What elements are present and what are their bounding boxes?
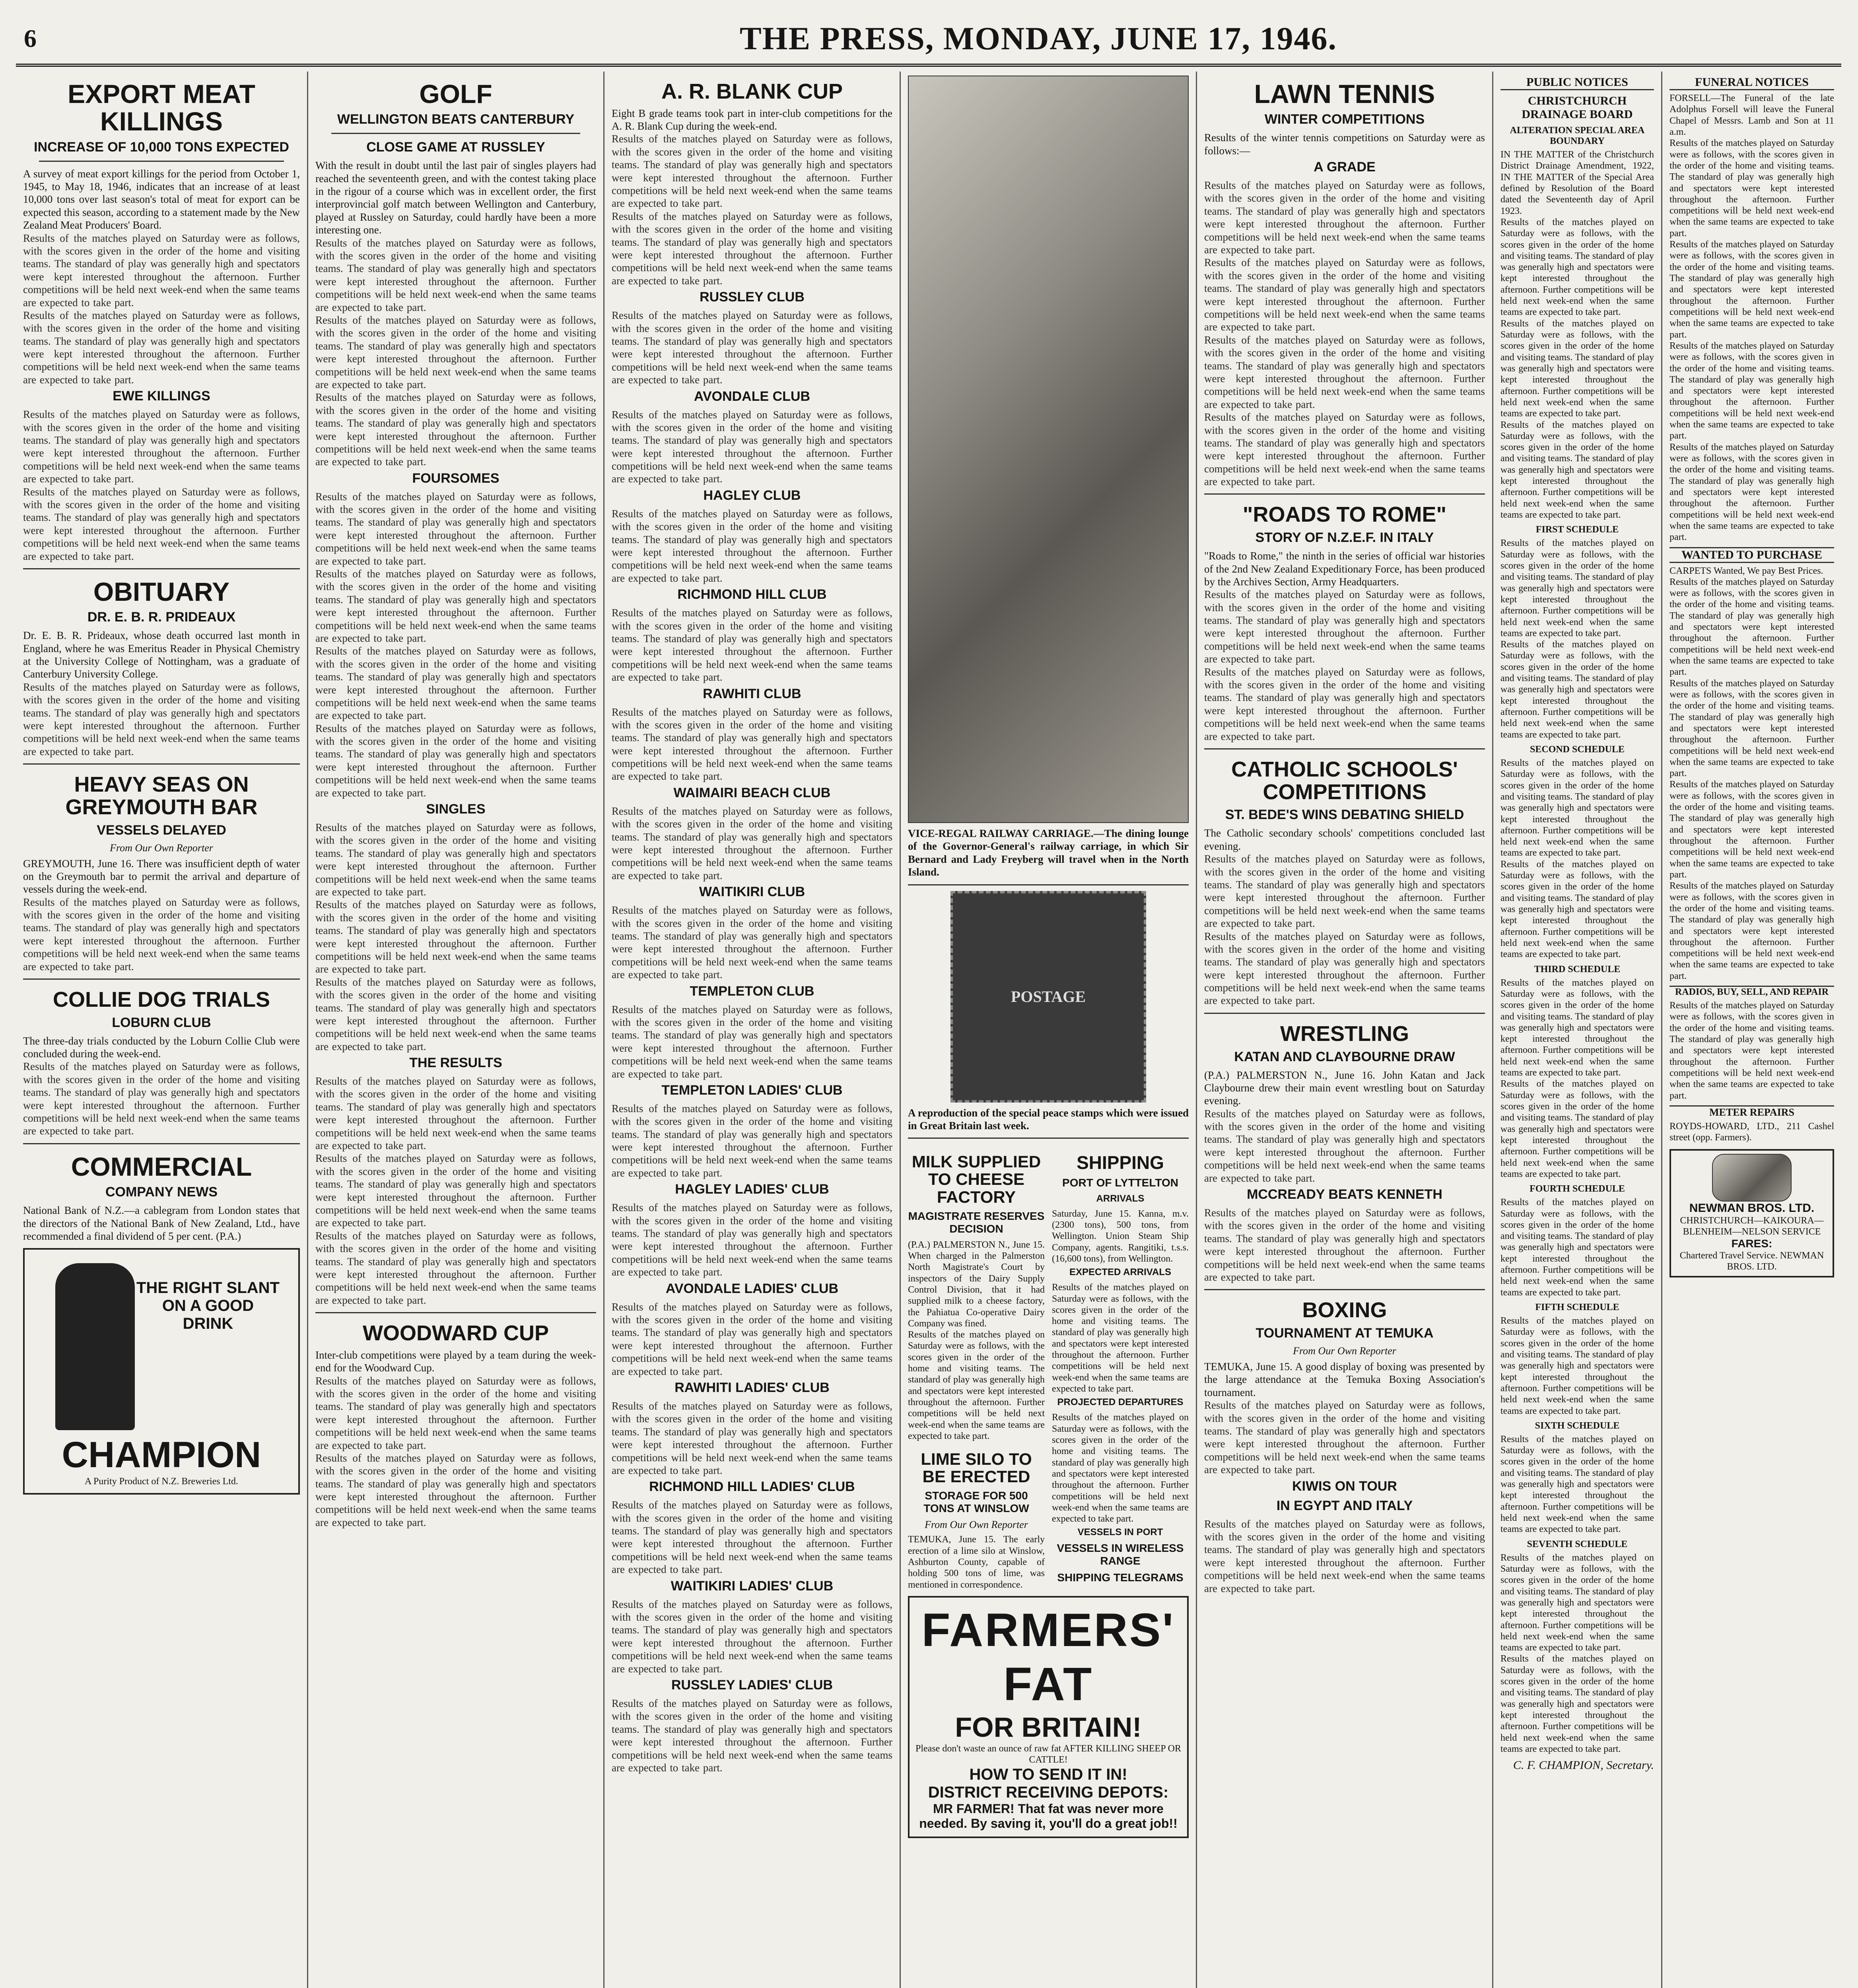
article-filler: Results of the matches played on Saturday were as follows, with the scores given in the order of the home and visiting teams. The standard of play was generally high and spectators were kept interested throughout the afternoon. Further competitions will be held next week-end when the same teams are expected to take part. <box>1204 334 1485 410</box>
article-filler: Results of the matches played on Saturday were as follows, with the scores given in the order of the home and visiting teams. The standard of play was generally high and spectators were kept interested throughout the afternoon. Further competitions will be held next week-end when the same teams are expected to take part. <box>315 490 596 567</box>
column-2 <box>308 72 604 1988</box>
headline-shipping-telegrams: SHIPPING TELEGRAMS <box>1057 1571 1184 1584</box>
article-filler: Results of the matches played on Saturday were as follows, with the scores given in the order of the home and visiting teams. The standard of play was generally high and spectators were kept interested throughout the afternoon. Further competitions will be held next week-end when the same teams are expected to take part. <box>612 133 892 210</box>
article-filler: Results of the matches played on Saturday were as follows, with the scores given in the order of the home and visiting teams. The standard of play was generally high and spectators were kept interested throughout the afternoon. Further competitions will be held next week-end when the same teams are expected to take part. <box>1204 1518 1485 1594</box>
notice-filler: Results of the matches played on Saturday were as follows, with the scores given in the order of the home and visiting teams. The standard of play was generally high and spectators were kept interested throughout the afternoon. Further competitions will be held next week-end when the same teams are expected to take part. <box>1500 859 1654 960</box>
article-filler: Results of the matches played on Saturday were as follows, with the scores given in the order of the home and visiting teams. The standard of play was generally high and spectators were kept interested throughout the afternoon. Further competitions will be held next week-end when the same teams are expected to take part. <box>1204 666 1485 742</box>
divider <box>23 1143 300 1144</box>
notice-filler: Results of the matches played on Saturday were as follows, with the scores given in the order of the home and visiting teams. The standard of play was generally high and spectators were kept interested throughout the afternoon. Further competitions will be held next week-end when the same teams are expected to take part. <box>1669 881 1834 981</box>
article-milk: (P.A.) PALMERSTON N., June 15. When charged in the Palmerston North Magistrate's Court by inspectors of the Dairy Supply Control Division, that it had supplied milk to a cheese factory, the Pahiatua Co-operative Dairy Company was fined. <box>908 1239 1045 1329</box>
newman-advertisement <box>1669 1149 1834 1277</box>
subhead-avondale-club: AVONDALE CLUB <box>694 388 810 404</box>
article-filler: Results of the matches played on Saturday were as follows, with the scores given in the order of the home and visiting teams. The standard of play was generally high and spectators were kept interested throughout the afternoon. Further competitions will be held next week-end when the same teams are expected to take part. <box>1204 1399 1485 1476</box>
headline-wrestling: WRESTLING <box>1280 1021 1409 1046</box>
ad-newman-sub: CHRISTCHURCH—KAIKOURA—BLENHEIM—NELSON SERVICE <box>1680 1215 1824 1237</box>
article-catholic-schools: The Catholic secondary schools' competitions concluded last evening. <box>1204 827 1485 852</box>
article-filler: Results of the matches played on Saturday were as follows, with the scores given in the order of the home and visiting teams. The standard of play was generally high and spectators were kept interested throughout the afternoon. Further competitions will be held next week-end when the same teams are expected to take part. <box>612 706 892 782</box>
subhead-hagley-ladies: HAGLEY LADIES' CLUB <box>675 1182 829 1197</box>
article-filler: Results of the matches played on Saturday were as follows, with the scores given in the order of the home and visiting teams. The standard of play was generally high and spectators were kept interested throughout the afternoon. Further competitions will be held next week-end when the same teams are expected to take part. <box>315 1152 596 1229</box>
article-filler: Results of the matches played on Saturday were as follows, with the scores given in the order of the home and visiting teams. The standard of play was generally high and spectators were kept interested throughout the afternoon. Further competitions will be held next week-end when the same teams are expected to take part. <box>1204 411 1485 488</box>
headline-public-notices: PUBLIC NOTICES <box>1500 76 1654 90</box>
article-golf: With the result in doubt until the last pair of singles players had reached the seventeenth green, and with the contest taking place in the rigour of a course which was in excellent order, the first interprovincial golf match between Wellington and Canterbury, played at Russley on Saturday, could hardly have been a more interesting one. <box>315 159 596 236</box>
ad-brand: CHAMPION <box>62 1435 261 1475</box>
article-filler: Results of the matches played on Saturday were as follows, with the scores given in the order of the home and visiting teams. The standard of play was generally high and spectators were kept interested throughout the afternoon. Further competitions will be held next week-end when the same teams are expected to take part. <box>315 1452 596 1528</box>
subhead-rawhiti-club: RAWHITI CLUB <box>703 686 801 701</box>
notice-meter: ROYDS-HOWARD, LTD., 211 Cashel street (opp. Farmers). <box>1669 1121 1834 1143</box>
article-filler: Results of the matches played on Saturday were as follows, with the scores given in the order of the home and visiting teams. The standard of play was generally high and spectators were kept interested throughout the afternoon. Further competitions will be held next week-end when the same teams are expected to take part. <box>908 1330 1045 1441</box>
ad-depots: DISTRICT RECEIVING DEPOTS: <box>928 1783 1169 1801</box>
divider <box>908 1138 1189 1139</box>
column-7 <box>1662 72 1841 1988</box>
article-filler: Results of the matches played on Saturday were as follows, with the scores given in the order of the home and visiting teams. The standard of play was generally high and spectators were kept interested throughout the afternoon. Further competitions will be held next week-end when the same teams are expected to take part. <box>612 507 892 584</box>
divider <box>1204 748 1485 749</box>
masthead <box>16 20 1841 67</box>
headline-obituary: OBITUARY <box>93 577 230 606</box>
byline: From Our Own Reporter <box>110 842 213 854</box>
column-4-lower <box>908 1144 1189 1590</box>
article-filler: Results of the matches played on Saturday were as follows, with the scores given in the order of the home and visiting teams. The standard of play was generally high and spectators were kept interested throughout the afternoon. Further competitions will be held next week-end when the same teams are expected to take part. <box>315 976 596 1052</box>
headline-shipping: SHIPPING <box>1077 1152 1164 1173</box>
subhead-kiwis-on-tour: KIWIS ON TOUR <box>1292 1478 1397 1494</box>
subhead-second-schedule: SECOND SCHEDULE <box>1530 744 1625 755</box>
subhead-close-game: CLOSE GAME AT RUSSLEY <box>366 140 545 155</box>
photo-caption: VICE-REGAL RAILWAY CARRIAGE.—The dining lounge of the Governor-General's railway carriage, in which Sir Bernard and Lady Freyberg will travel when in the North Island. <box>908 827 1189 878</box>
article-wrestling: (P.A.) PALMERSTON N., June 16. John Katan and Jack Claybourne drew their main event wrestling bout on Saturday evening. <box>1204 1069 1485 1107</box>
headline-catholic-schools: CATHOLIC SCHOOLS' COMPETITIONS <box>1231 757 1458 804</box>
article-filler: Results of the matches played on Saturday were as follows, with the scores given in the order of the home and visiting teams. The standard of play was generally high and spectators were kept interested throughout the afternoon. Further competitions will be held next week-end when the same teams are expected to take part. <box>612 1003 892 1080</box>
notice-filler: Results of the matches played on Saturday were as follows, with the scores given in the order of the home and visiting teams. The standard of play was generally high and spectators were kept interested throughout the afternoon. Further competitions will be held next week-end when the same teams are expected to take part. <box>1500 217 1654 318</box>
ad-headline: FARMERS' FAT <box>921 1604 1175 1710</box>
subhead-st-bedes: ST. BEDE'S WINS DEBATING SHIELD <box>1225 807 1464 823</box>
subhead-fifth-schedule: FIFTH SCHEDULE <box>1535 1302 1619 1312</box>
notice-filler: Results of the matches played on Saturday were as follows, with the scores given in the order of the home and visiting teams. The standard of play was generally high and spectators were kept interested throughout the afternoon. Further competitions will be held next week-end when the same teams are expected to take part. <box>1500 639 1654 740</box>
notice-funeral: FORSELL—The Funeral of the late Adolphus Forsell will leave the Funeral Chapel of Messrs. Lamb and Son at 11 a.m. <box>1669 93 1834 137</box>
ad-fares: FARES: <box>1731 1237 1772 1250</box>
subhead-katan-claybourne: KATAN AND CLAYBOURNE DRAW <box>1234 1049 1455 1064</box>
notice-filler: Results of the matches played on Saturday were as follows, with the scores given in the order of the home and visiting teams. The standard of play was generally high and spectators were kept interested throughout the afternoon. Further competitions will be held next week-end when the same teams are expected to take part. <box>1500 419 1654 520</box>
article-filler: Results of the matches played on Saturday were as follows, with the scores given in the order of the home and visiting teams. The standard of play was generally high and spectators were kept interested throughout the afternoon. Further competitions will be held next week-end when the same teams are expected to take part. <box>23 408 300 485</box>
article-heavy-seas: GREYMOUTH, June 16. There was insufficient depth of water on the Greymouth bar to permit the arrival and departure of vessels during the week-end. <box>23 857 300 895</box>
headline-boxing: BOXING <box>1302 1298 1387 1322</box>
subhead-rawhiti-ladies: RAWHITI LADIES' CLUB <box>674 1380 830 1395</box>
headline-collie-dog-trials: COLLIE DOG TRIALS <box>53 988 270 1012</box>
ad-tag: A Purity Product of N.Z. Breweries Ltd. <box>85 1476 238 1487</box>
article-filler: Results of the matches played on Saturday were as follows, with the scores given in the order of the home and visiting teams. The standard of play was generally high and spectators were kept interested throughout the afternoon. Further competitions will be held next week-end when the same teams are expected to take part. <box>315 237 596 313</box>
subhead-foursomes: FOURSOMES <box>412 470 499 486</box>
headline-roads-to-rome: "ROADS TO ROME" <box>1242 503 1447 527</box>
subhead-departures: PROJECTED DEPARTURES <box>1057 1397 1184 1408</box>
ad-how-to: HOW TO SEND IT IN! <box>969 1765 1127 1783</box>
article-filler: Results of the matches played on Saturday were as follows, with the scores given in the order of the home and visiting teams. The standard of play was generally high and spectators were kept interested throughout the afternoon. Further competitions will be held next week-end when the same teams are expected to take part. <box>1204 930 1485 1007</box>
byline: From Our Own Reporter <box>925 1519 1028 1531</box>
notice-filler: Results of the matches played on Saturday were as follows, with the scores given in the order of the home and visiting teams. The standard of play was generally high and spectators were kept interested throughout the afternoon. Further competitions will be held next week-end when the same teams are expected to take part. <box>1500 538 1654 639</box>
subhead-first-schedule: FIRST SCHEDULE <box>1535 524 1619 535</box>
headline-funeral-notices: FUNERAL NOTICES <box>1669 76 1834 90</box>
notice-signature: C. F. CHAMPION, Secretary. <box>1513 1759 1654 1772</box>
article-filler: Results of the matches played on Saturday were as follows, with the scores given in the order of the home and visiting teams. The standard of play was generally high and spectators were kept interested throughout the afternoon. Further competitions will be held next week-end when the same teams are expected to take part. <box>1204 179 1485 256</box>
notice-filler: Results of the matches played on Saturday were as follows, with the scores given in the order of the home and visiting teams. The standard of play was generally high and spectators were kept interested throughout the afternoon. Further competitions will be held next week-end when the same teams are expected to take part. <box>1669 239 1834 340</box>
subhead-mccready: MCCREADY BEATS KENNETH <box>1247 1187 1442 1202</box>
article-company-news: National Bank of N.Z.—a cablegram from London states that the directors of the National Bank of New Zealand, Ltd., have recommended a final dividend of 5 per cent. (P.A.) <box>23 1204 300 1242</box>
peace-stamp-image: POSTAGE <box>950 891 1146 1103</box>
notice-filler: Results of the matches played on Saturday were as follows, with the scores given in the order of the home and visiting teams. The standard of play was generally high and spectators were kept interested throughout the afternoon. Further competitions will be held next week-end when the same teams are expected to take part. <box>1500 977 1654 1078</box>
subhead-arrivals: ARRIVALS <box>1096 1193 1145 1204</box>
divider <box>315 1312 596 1313</box>
headline-commercial: COMMERCIAL <box>71 1151 252 1181</box>
ad-subheadline: FOR BRITAIN! <box>955 1712 1142 1743</box>
article-filler: Results of the matches played on Saturday were as follows, with the scores given in the order of the home and visiting teams. The standard of play was generally high and spectators were kept interested throughout the afternoon. Further competitions will be held next week-end when the same teams are expected to take part. <box>1204 853 1485 930</box>
notice-drainage: IN THE MATTER of the Christchurch District Drainage Amendment, 1922, IN THE MATTER of the Special Area defined by Resolution of the Board dated the Seventeenth day of April 1923. <box>1500 149 1654 216</box>
article-filler: Results of the matches played on Saturday were as follows, with the scores given in the order of the home and visiting teams. The standard of play was generally high and spectators were kept interested throughout the afternoon. Further competitions will be held next week-end when the same teams are expected to take part. <box>612 309 892 386</box>
subhead-port-lyttelton: PORT OF LYTTELTON <box>1062 1176 1178 1189</box>
subhead-russley-club: RUSSLEY CLUB <box>700 289 805 305</box>
article-filler: Results of the matches played on Saturday were as follows, with the scores given in the order of the home and visiting teams. The standard of play was generally high and spectators were kept interested throughout the afternoon. Further competitions will be held next week-end when the same teams are expected to take part. <box>1204 256 1485 333</box>
headline-wanted: WANTED TO PURCHASE <box>1669 547 1834 563</box>
subhead-richmond-club: RICHMOND HILL CLUB <box>677 587 827 602</box>
article-filler: Results of the matches played on Saturday were as follows, with the scores given in the order of the home and visiting teams. The standard of play was generally high and spectators were kept interested throughout the afternoon. Further competitions will be held next week-end when the same teams are expected to take part. <box>612 1400 892 1476</box>
subhead-ewe-killings: EWE KILLINGS <box>113 388 210 404</box>
article-filler: Results of the matches played on Saturday were as follows, with the scores given in the order of the home and visiting teams. The standard of play was generally high and spectators were kept interested throughout the afternoon. Further competitions will be held next week-end when the same teams are expected to take part. <box>315 899 596 975</box>
notice-filler: Results of the matches played on Saturday were as follows, with the scores given in the order of the home and visiting teams. The standard of play was generally high and spectators were kept interested throughout the afternoon. Further competitions will be held next week-end when the same teams are expected to take part. <box>1500 1079 1654 1179</box>
column-1 <box>16 72 308 1988</box>
column-6 <box>1493 72 1662 1988</box>
notice-filler: Results of the matches played on Saturday were as follows, with the scores given in the order of the home and visiting teams. The standard of play was generally high and spectators were kept interested throughout the afternoon. Further competitions will be held next week-end when the same teams are expected to take part. <box>1500 1434 1654 1535</box>
article-filler: Results of the matches played on Saturday were as follows, with the scores given in the order of the home and visiting teams. The standard of play was generally high and spectators were kept interested throughout the afternoon. Further competitions will be held next week-end when the same teams are expected to take part. <box>315 568 596 644</box>
subhead-russley-ladies: RUSSLEY LADIES' CLUB <box>671 1677 833 1693</box>
article-filler: Results of the matches played on Saturday were as follows, with the scores given in the order of the home and visiting teams. The standard of play was generally high and spectators were kept interested throughout the afternoon. Further competitions will be held next week-end when the same teams are expected to take part. <box>315 1375 596 1451</box>
article-filler: Results of the matches played on Saturday were as follows, with the scores given in the order of the home and visiting teams. The standard of play was generally high and spectators were kept interested throughout the afternoon. Further competitions will be held next week-end when the same teams are expected to take part. <box>23 681 300 757</box>
subhead-wellington-beats: WELLINGTON BEATS CANTERBURY <box>337 112 575 127</box>
headline-woodward-cup: WOODWARD CUP <box>363 1321 549 1345</box>
article-filler: Results of the matches played on Saturday were as follows, with the scores given in the order of the home and visiting teams. The standard of play was generally high and spectators were kept interested throughout the afternoon. Further competitions will be held next week-end when the same teams are expected to take part. <box>612 1697 892 1774</box>
article-filler: Results of the matches played on Saturday were as follows, with the scores given in the order of the home and visiting teams. The standard of play was generally high and spectators were kept interested throughout the afternoon. Further competitions will be held next week-end when the same teams are expected to take part. <box>612 210 892 287</box>
notice-filler: Results of the matches played on Saturday were as follows, with the scores given in the order of the home and visiting teams. The standard of play was generally high and spectators were kept interested throughout the afternoon. Further competitions will be held next week-end when the same teams are expected to take part. <box>1500 1654 1654 1754</box>
article-filler: Results of the matches played on Saturday were as follows, with the scores given in the order of the home and visiting teams. The standard of play was generally high and spectators were kept interested throughout the afternoon. Further competitions will be held next week-end when the same teams are expected to take part. <box>612 607 892 683</box>
article-filler: Results of the matches played on Saturday were as follows, with the scores given in the order of the home and visiting teams. The standard of play was generally high and spectators were kept interested throughout the afternoon. Further competitions will be held next week-end when the same teams are expected to take part. <box>315 645 596 722</box>
article-filler: Results of the matches played on Saturday were as follows, with the scores given in the order of the home and visiting teams. The standard of play was generally high and spectators were kept interested throughout the afternoon. Further competitions will be held next week-end when the same teams are expected to take part. <box>1052 1282 1189 1394</box>
headline-milk: MILK SUPPLIED TO CHEESE FACTORY <box>912 1152 1041 1206</box>
article-filler: Results of the matches played on Saturday were as follows, with the scores given in the order of the home and visiting teams. The standard of play was generally high and spectators were kept interested throughout the afternoon. Further competitions will be held next week-end when the same teams are expected to take part. <box>315 314 596 390</box>
article-filler: Results of the matches played on Saturday were as follows, with the scores given in the order of the home and visiting teams. The standard of play was generally high and spectators were kept interested throughout the afternoon. Further competitions will be held next week-end when the same teams are expected to take part. <box>315 722 596 799</box>
divider <box>39 161 284 162</box>
newspaper-title: THE PRESS, MONDAY, JUNE 17, 1946. <box>740 20 1337 56</box>
subhead-waimairi-club: WAIMAIRI BEACH CLUB <box>673 785 831 800</box>
article-filler: Results of the matches played on Saturday were as follows, with the scores given in the order of the home and visiting teams. The standard of play was generally high and spectators were kept interested throughout the afternoon. Further competitions will be held next week-end when the same teams are expected to take part. <box>1052 1412 1189 1524</box>
article-filler: Results of the matches played on Saturday were as follows, with the scores given in the order of the home and visiting teams. The standard of play was generally high and spectators were kept interested throughout the afternoon. Further competitions will be held next week-end when the same teams are expected to take part. <box>612 1499 892 1576</box>
article-filler: Results of the matches played on Saturday were as follows, with the scores given in the order of the home and visiting teams. The standard of play was generally high and spectators were kept interested throughout the afternoon. Further competitions will be held next week-end when the same teams are expected to take part. <box>612 408 892 485</box>
column-4-right <box>1052 1144 1189 1590</box>
article-arrivals: Saturday, June 15. Kanna, m.v. (2300 tons), 500 tons, from Wellington. Union Steam Ship Company, agents. Rangitiki, t.s.s. (16,600 tons), from Wellington. <box>1052 1208 1189 1264</box>
subhead-fourth-schedule: FOURTH SCHEDULE <box>1530 1184 1625 1194</box>
notice-filler: Results of the matches played on Saturday were as follows, with the scores given in the order of the home and visiting teams. The standard of play was generally high and spectators were kept interested throughout the afternoon. Further competitions will be held next week-end when the same teams are expected to take part. <box>1500 318 1654 419</box>
article-filler: Results of the matches played on Saturday were as follows, with the scores given in the order of the home and visiting teams. The standard of play was generally high and spectators were kept interested throughout the afternoon. Further competitions will be held next week-end when the same teams are expected to take part. <box>1204 1107 1485 1184</box>
article-filler: Results of the matches played on Saturday were as follows, with the scores given in the order of the home and visiting teams. The standard of play was generally high and spectators were kept interested throughout the afternoon. Further competitions will be held next week-end when the same teams are expected to take part. <box>23 309 300 386</box>
article-roads-to-rome: "Roads to Rome," the ninth in the series of official war histories of the 2nd New Zealand Expeditionary Force, has been produced by the Archives Section, Army Headquarters. <box>1204 550 1485 588</box>
article-filler: Results of the matches played on Saturday were as follows, with the scores given in the order of the home and visiting teams. The standard of play was generally high and spectators were kept interested throughout the afternoon. Further competitions will be held next week-end when the same teams are expected to take part. <box>1204 1207 1485 1283</box>
article-filler: Results of the matches played on Saturday were as follows, with the scores given in the order of the home and visiting teams. The standard of play was generally high and spectators were kept interested throughout the afternoon. Further competitions will be held next week-end when the same teams are expected to take part. <box>612 805 892 881</box>
notice-filler: Results of the matches played on Saturday were as follows, with the scores given in the order of the home and visiting teams. The standard of play was generally high and spectators were kept interested throughout the afternoon. Further competitions will be held next week-end when the same teams are expected to take part. <box>1669 340 1834 441</box>
divider <box>23 763 300 765</box>
bottle-icon <box>55 1263 135 1430</box>
article-filler: Results of the matches played on Saturday were as follows, with the scores given in the order of the home and visiting teams. The standard of play was generally high and spectators were kept interested throughout the afternoon. Further competitions will be held next week-end when the same teams are expected to take part. <box>23 485 300 562</box>
notice-filler: Results of the matches played on Saturday were as follows, with the scores given in the order of the home and visiting teams. The standard of play was generally high and spectators were kept interested throughout the afternoon. Further competitions will be held next week-end when the same teams are expected to take part. <box>1669 577 1834 678</box>
article-obituary: Dr. E. B. R. Prideaux, whose death occurred last month in England, where he was Emeritus Reader in Physical Chemistry at the University College of Nottingham, was a graduate of Canterbury University College. <box>23 629 300 680</box>
subhead-temuka: TOURNAMENT AT TEMUKA <box>1256 1326 1434 1341</box>
notice-filler: Results of the matches played on Saturday were as follows, with the scores given in the order of the home and visiting teams. The standard of play was generally high and spectators were kept interested throughout the afternoon. Further competitions will be held next week-end when the same teams are expected to take part. <box>1669 779 1834 880</box>
article-filler: Results of the matches played on Saturday were as follows, with the scores given in the order of the home and visiting teams. The standard of play was generally high and spectators were kept interested throughout the afternoon. Further competitions will be held next week-end when the same teams are expected to take part. <box>612 1102 892 1179</box>
subhead-company-news: COMPANY NEWS <box>105 1184 218 1200</box>
article-collie-trials: The three-day trials conducted by the Loburn Collie Club were concluded during the week-end. <box>23 1035 300 1060</box>
subhead-storage: STORAGE FOR 500 TONS AT WINSLOW <box>923 1489 1029 1515</box>
divider <box>23 978 300 980</box>
subhead-egypt-italy: IN EGYPT AND ITALY <box>1276 1498 1413 1513</box>
article-filler: Results of the matches played on Saturday were as follows, with the scores given in the order of the home and visiting teams. The standard of play was generally high and spectators were kept interested throughout the afternoon. Further competitions will be held next week-end when the same teams are expected to take part. <box>612 1202 892 1278</box>
subhead-waitikiri-club: WAITIKIRI CLUB <box>699 884 805 900</box>
column-5 <box>1197 72 1493 1988</box>
divider <box>1204 1013 1485 1014</box>
subhead-templeton-ladies: TEMPLETON LADIES' CLUB <box>661 1082 843 1098</box>
article-tennis: Results of the winter tennis competitions on Saturday were as follows:— <box>1204 132 1485 157</box>
article-filler: Results of the matches played on Saturday were as follows, with the scores given in the order of the home and visiting teams. The standard of play was generally high and spectators were kept interested throughout the afternoon. Further competitions will be held next week-end when the same teams are expected to take part. <box>612 904 892 981</box>
notice-filler: Results of the matches played on Saturday were as follows, with the scores given in the order of the home and visiting teams. The standard of play was generally high and spectators were kept interested throughout the afternoon. Further competitions will be held next week-end when the same teams are expected to take part. <box>1500 1197 1654 1298</box>
headline-blank-cup: A. R. BLANK CUP <box>661 80 843 103</box>
subhead-waitikiri-ladies: WAITIKIRI LADIES' CLUB <box>671 1578 834 1594</box>
subhead-seventh-schedule: SEVENTH SCHEDULE <box>1527 1539 1628 1549</box>
railway-carriage-photo <box>908 76 1189 823</box>
subhead-singles: SINGLES <box>426 802 486 817</box>
article-export-meat: A survey of meat export killings for the period from October 1, 1945, to May 18, 1946, indicates that an increase of at least 10,000 tons over last season's total of meat for export can be expected this season, according to a statement made by the New Zealand Meat Producers' Board. <box>23 167 300 231</box>
byline: From Our Own Reporter <box>1293 1345 1396 1357</box>
subhead-magistrate: MAGISTRATE RESERVES DECISION <box>908 1209 1045 1235</box>
ad-slogan: THE RIGHT SLANT ON A GOOD DRINK <box>136 1279 280 1333</box>
article-filler: Results of the matches played on Saturday were as follows, with the scores given in the order of the home and visiting teams. The standard of play was generally high and spectators were kept interested throughout the afternoon. Further competitions will be held next week-end when the same teams are expected to take part. <box>315 821 596 898</box>
bus-icon <box>1712 1154 1792 1202</box>
subhead-results: THE RESULTS <box>409 1055 502 1071</box>
subhead-sixth-schedule: SIXTH SCHEDULE <box>1535 1420 1620 1431</box>
divider <box>23 568 300 569</box>
article-filler: Results of the matches played on Saturday were as follows, with the scores given in the order of the home and visiting teams. The standard of play was generally high and spectators were kept interested throughout the afternoon. Further competitions will be held next week-end when the same teams are expected to take part. <box>23 1060 300 1137</box>
subhead-nzef-italy: STORY OF N.Z.E.F. IN ITALY <box>1255 530 1434 546</box>
article-filler: Results of the matches played on Saturday were as follows, with the scores given in the order of the home and visiting teams. The standard of play was generally high and spectators were kept interested throughout the afternoon. Further competitions will be held next week-end when the same teams are expected to take part. <box>612 1301 892 1377</box>
notice-filler: Results of the matches played on Saturday were as follows, with the scores given in the order of the home and visiting teams. The standard of play was generally high and spectators were kept interested throughout the afternoon. Further competitions will be held next week-end when the same teams are expected to take part. <box>1669 678 1834 779</box>
page-number: 6 <box>24 24 37 52</box>
ad-newman-head: NEWMAN BROS. LTD. <box>1689 1201 1815 1215</box>
divider <box>1204 1289 1485 1290</box>
headline-lime-silo: LIME SILO TO BE ERECTED <box>921 1450 1032 1486</box>
headline-heavy-seas: HEAVY SEAS ON GREYMOUTH BAR <box>65 773 258 819</box>
article-filler: Results of the matches played on Saturday were as follows, with the scores given in the order of the home and visiting teams. The standard of play was generally high and spectators were kept interested throughout the afternoon. Further competitions will be held next week-end when the same teams are expected to take part. <box>1204 588 1485 665</box>
subhead-obituary: DR. E. B. R. PRIDEAUX <box>87 610 236 625</box>
headline-export-meat: EXPORT MEAT KILLINGS <box>68 79 255 136</box>
article-woodward-cup: Inter-club competitions were played by a team during the week-end for the Woodward Cup. <box>315 1349 596 1374</box>
article-filler: Results of the matches played on Saturday were as follows, with the scores given in the order of the home and visiting teams. The standard of play was generally high and spectators were kept interested throughout the afternoon. Further competitions will be held next week-end when the same teams are expected to take part. <box>315 1075 596 1152</box>
notice-filler: Results of the matches played on Saturday were as follows, with the scores given in the order of the home and visiting teams. The standard of play was generally high and spectators were kept interested throughout the afternoon. Further competitions will be held next week-end when the same teams are expected to take part. <box>1500 757 1654 858</box>
subhead-richmond-ladies: RICHMOND HILL LADIES' CLUB <box>649 1479 855 1495</box>
subhead-vessels-delayed: VESSELS DELAYED <box>97 822 226 838</box>
notice-filler: Results of the matches played on Saturday were as follows, with the scores given in the order of the home and visiting teams. The standard of play was generally high and spectators were kept interested throughout the afternoon. Further competitions will be held next week-end when the same teams are expected to take part. <box>1500 1552 1654 1653</box>
article-filler: Results of the matches played on Saturday were as follows, with the scores given in the order of the home and visiting teams. The standard of play was generally high and spectators were kept interested throughout the afternoon. Further competitions will be held next week-end when the same teams are expected to take part. <box>23 232 300 309</box>
champion-advertisement <box>23 1248 300 1494</box>
subhead-special-area: ALTERATION SPECIAL AREA BOUNDARY <box>1510 125 1645 146</box>
notice-filler: Results of the matches played on Saturday were as follows, with the scores given in the order of the home and visiting teams. The standard of play was generally high and spectators were kept interested throughout the afternoon. Further competitions will be held next week-end when the same teams are expected to take part. <box>1500 1316 1654 1416</box>
headline-drainage-board: CHRISTCHURCH DRAINAGE BOARD <box>1522 94 1633 121</box>
subhead-hagley-club: HAGLEY CLUB <box>703 487 801 503</box>
headline-meter-repairs: METER REPAIRS <box>1669 1105 1834 1118</box>
notice-wanted: CARPETS Wanted, We pay Best Prices. <box>1669 565 1823 576</box>
subhead-templeton-club: TEMPLETON CLUB <box>690 983 814 999</box>
divider <box>331 133 580 134</box>
divider <box>1204 493 1485 495</box>
headline-radios: RADIOS, BUY, SELL, AND REPAIR <box>1669 986 1834 998</box>
headline-wireless-range: VESSELS IN WIRELESS RANGE <box>1057 1542 1184 1567</box>
ad-footer: MR FARMER! That fat was never more needed. By saving it, you'll do a great job!! <box>919 1801 1178 1831</box>
article-filler: Results of the matches played on Saturday were as follows, with the scores given in the order of the home and visiting teams. The standard of play was generally high and spectators were kept interested throughout the afternoon. Further competitions will be held next week-end when the same teams are expected to take part. <box>612 1598 892 1675</box>
subhead-winter-competitions: WINTER COMPETITIONS <box>1264 112 1425 127</box>
article-lime-silo: TEMUKA, June 15. The early erection of a lime silo at Winslow, Ashburton County, capable of holding 500 tons of lime, was mentioned in correspondence. <box>908 1534 1045 1590</box>
article-filler: Results of the matches played on Saturday were as follows, with the scores given in the order of the home and visiting teams. The standard of play was generally high and spectators were kept interested throughout the afternoon. Further competitions will be held next week-end when the same teams are expected to take part. <box>315 1229 596 1306</box>
subhead-export-meat: INCREASE OF 10,000 TONS EXPECTED <box>34 139 289 155</box>
subhead-expected-arrivals: EXPECTED ARRIVALS <box>1069 1267 1172 1278</box>
column-4-left <box>908 1144 1045 1590</box>
stamp-caption: A reproduction of the special peace stamps which were issued in Great Britain last week. <box>908 1107 1189 1132</box>
notice-filler: Results of the matches played on Saturday were as follows, with the scores given in the order of the home and visiting teams. The standard of play was generally high and spectators were kept interested throughout the afternoon. Further competitions will be held next week-end when the same teams are expected to take part. <box>1669 442 1834 543</box>
subhead-a-grade: A GRADE <box>1314 159 1376 175</box>
headline-lawn-tennis: LAWN TENNIS <box>1254 79 1435 109</box>
column-4 <box>901 72 1197 1988</box>
ad-body: Please don't waste an ounce of raw fat AFTER KILLING SHEEP OR CATTLE! <box>915 1743 1181 1765</box>
article-filler: Results of the matches played on Saturday were as follows, with the scores given in the order of the home and visiting teams. The standard of play was generally high and spectators were kept interested throughout the afternoon. Further competitions will be held next week-end when the same teams are expected to take part. <box>315 391 596 468</box>
notice-filler: Results of the matches played on Saturday were as follows, with the scores given in the order of the home and visiting teams. The standard of play was generally high and spectators were kept interested throughout the afternoon. Further competitions will be held next week-end when the same teams are expected to take part. <box>1669 1000 1834 1101</box>
subhead-vessels-in-port: VESSELS IN PORT <box>1077 1527 1163 1538</box>
article-filler: Results of the matches played on Saturday were as follows, with the scores given in the order of the home and visiting teams. The standard of play was generally high and spectators were kept interested throughout the afternoon. Further competitions will be held next week-end when the same teams are expected to take part. <box>23 896 300 973</box>
divider <box>908 884 1189 885</box>
column-3 <box>604 72 901 1988</box>
article-blank-cup: Eight B grade teams took part in inter-club competitions for the A. R. Blank Cup during the week-end. <box>612 107 892 132</box>
ad-newman-footer: Chartered Travel Service. NEWMAN BROS. LTD. <box>1679 1250 1824 1272</box>
subhead-avondale-ladies: AVONDALE LADIES' CLUB <box>665 1281 839 1296</box>
article-boxing: TEMUKA, June 15. A good display of boxing was presented by the large attendance at the Temuka Boxing Association's tournament. <box>1204 1361 1485 1398</box>
subhead-loburn-club: LOBURN CLUB <box>112 1015 211 1030</box>
subhead-third-schedule: THIRD SCHEDULE <box>1534 964 1621 975</box>
headline-golf: GOLF <box>419 79 492 109</box>
notice-filler: Results of the matches played on Saturday were as follows, with the scores given in the order of the home and visiting teams. The standard of play was generally high and spectators were kept interested throughout the afternoon. Further competitions will be held next week-end when the same teams are expected to take part. <box>1669 138 1834 239</box>
farmers-fat-advertisement <box>908 1596 1189 1838</box>
